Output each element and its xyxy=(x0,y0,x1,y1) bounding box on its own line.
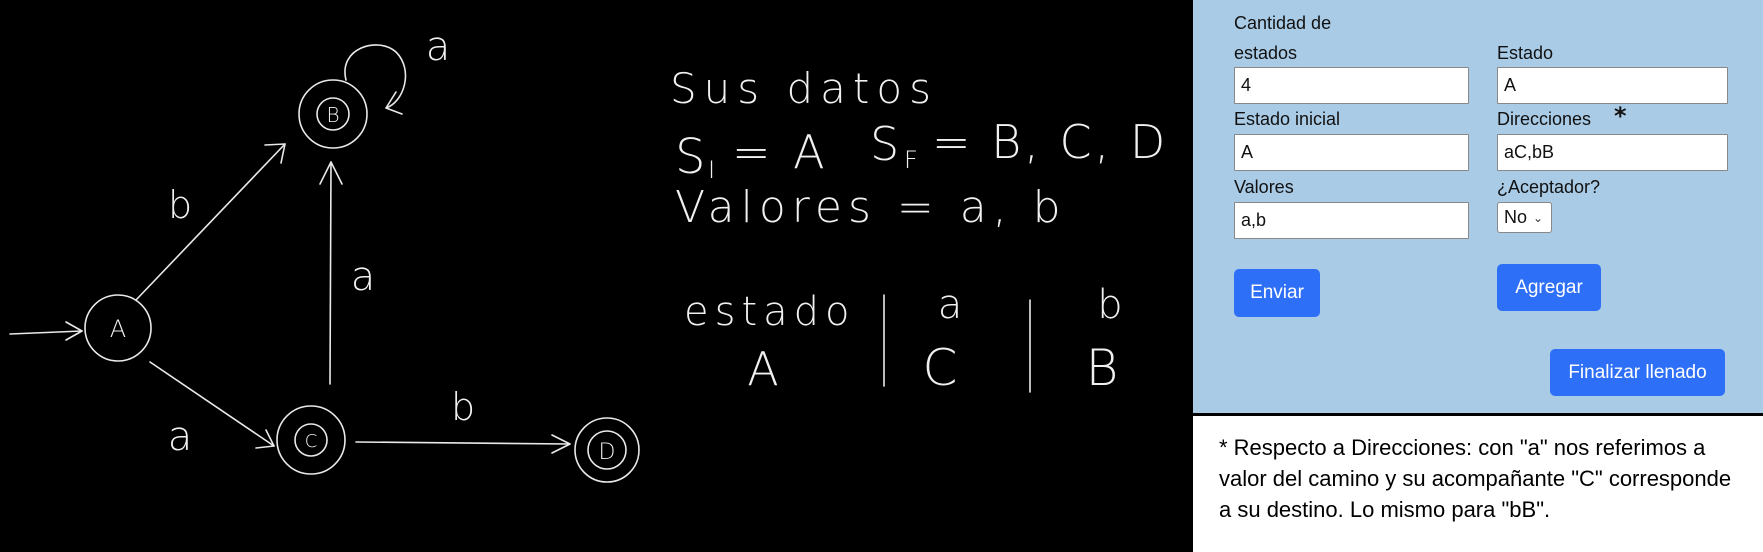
state-d xyxy=(575,418,639,482)
agregar-button[interactable]: Agregar xyxy=(1497,264,1601,311)
state-c xyxy=(277,406,345,474)
edge-a-b-label: b xyxy=(167,183,193,227)
cantidad-estados-input[interactable] xyxy=(1234,67,1469,104)
state-a xyxy=(85,295,151,361)
edge-a-c xyxy=(150,362,274,460)
notes-si-symbol: S xyxy=(675,129,706,185)
table-row-b: B xyxy=(1085,339,1119,397)
edge-a-b xyxy=(136,144,285,300)
cantidad-label-line1: Cantidad de xyxy=(1234,13,1332,33)
edge-b-b xyxy=(345,24,450,114)
aceptador-label: ¿Aceptador? xyxy=(1497,177,1601,197)
finalizar-llenado-button[interactable]: Finalizar llenado xyxy=(1550,349,1725,396)
direcciones-label: Direcciones xyxy=(1497,109,1592,129)
estado-label: Estado xyxy=(1497,43,1554,63)
notes-title: Sus datos xyxy=(670,64,938,113)
table-header-b: b xyxy=(1097,282,1123,328)
estado-inicial-input[interactable] xyxy=(1234,134,1469,171)
direcciones-input[interactable] xyxy=(1497,134,1728,171)
edge-b-b-label: a xyxy=(425,24,451,70)
automaton-form xyxy=(1193,0,1763,413)
state-a-label: A xyxy=(109,315,127,343)
chevron-down-icon: ⌄ xyxy=(1533,210,1544,225)
valores-label: Valores xyxy=(1234,177,1294,197)
state-d-label: D xyxy=(598,440,616,465)
help-note-text: * Respecto a Direcciones: con "a" nos referimos a valor del camino y su acompañante "C" corresponde a su destino. Lo mismo para "bB". xyxy=(1219,435,1732,522)
estado-input[interactable] xyxy=(1497,67,1728,104)
notes-sf-subscript: F xyxy=(904,146,918,174)
cantidad-label-line2: estados xyxy=(1234,43,1298,63)
notes-sf-value: = B, C, D xyxy=(932,115,1169,169)
valores-input[interactable] xyxy=(1234,202,1469,239)
notes-sf-symbol: S xyxy=(870,117,900,171)
notes-si-value: = A xyxy=(732,125,829,179)
table-row-state: A xyxy=(747,342,779,396)
edge-c-b-label: a xyxy=(350,254,376,300)
aceptador-select[interactable] xyxy=(1497,202,1552,233)
automaton-data-notes xyxy=(670,64,1168,397)
edge-a-c-label: a xyxy=(167,414,193,460)
edge-c-d-label: b xyxy=(450,385,476,429)
table-header-a: a xyxy=(937,282,963,328)
estado-inicial-label: Estado inicial xyxy=(1234,109,1341,129)
notes-valores: Valores = a, b xyxy=(675,182,1067,233)
table-header-state: estado xyxy=(684,289,856,335)
state-b-label: B xyxy=(326,103,340,127)
state-c-label: C xyxy=(304,431,318,452)
aceptador-selected-value: No xyxy=(1504,207,1528,227)
state-b xyxy=(299,80,367,148)
enviar-button[interactable]: Enviar xyxy=(1234,269,1320,317)
edge-c-b xyxy=(320,162,375,384)
direcciones-help-note xyxy=(1193,413,1763,552)
notes-si-subscript: I xyxy=(708,156,716,184)
direcciones-asterisk: * xyxy=(1614,102,1627,130)
table-row-a: C xyxy=(922,339,958,397)
edge-c-d xyxy=(356,385,570,453)
start-arrow xyxy=(10,322,82,340)
